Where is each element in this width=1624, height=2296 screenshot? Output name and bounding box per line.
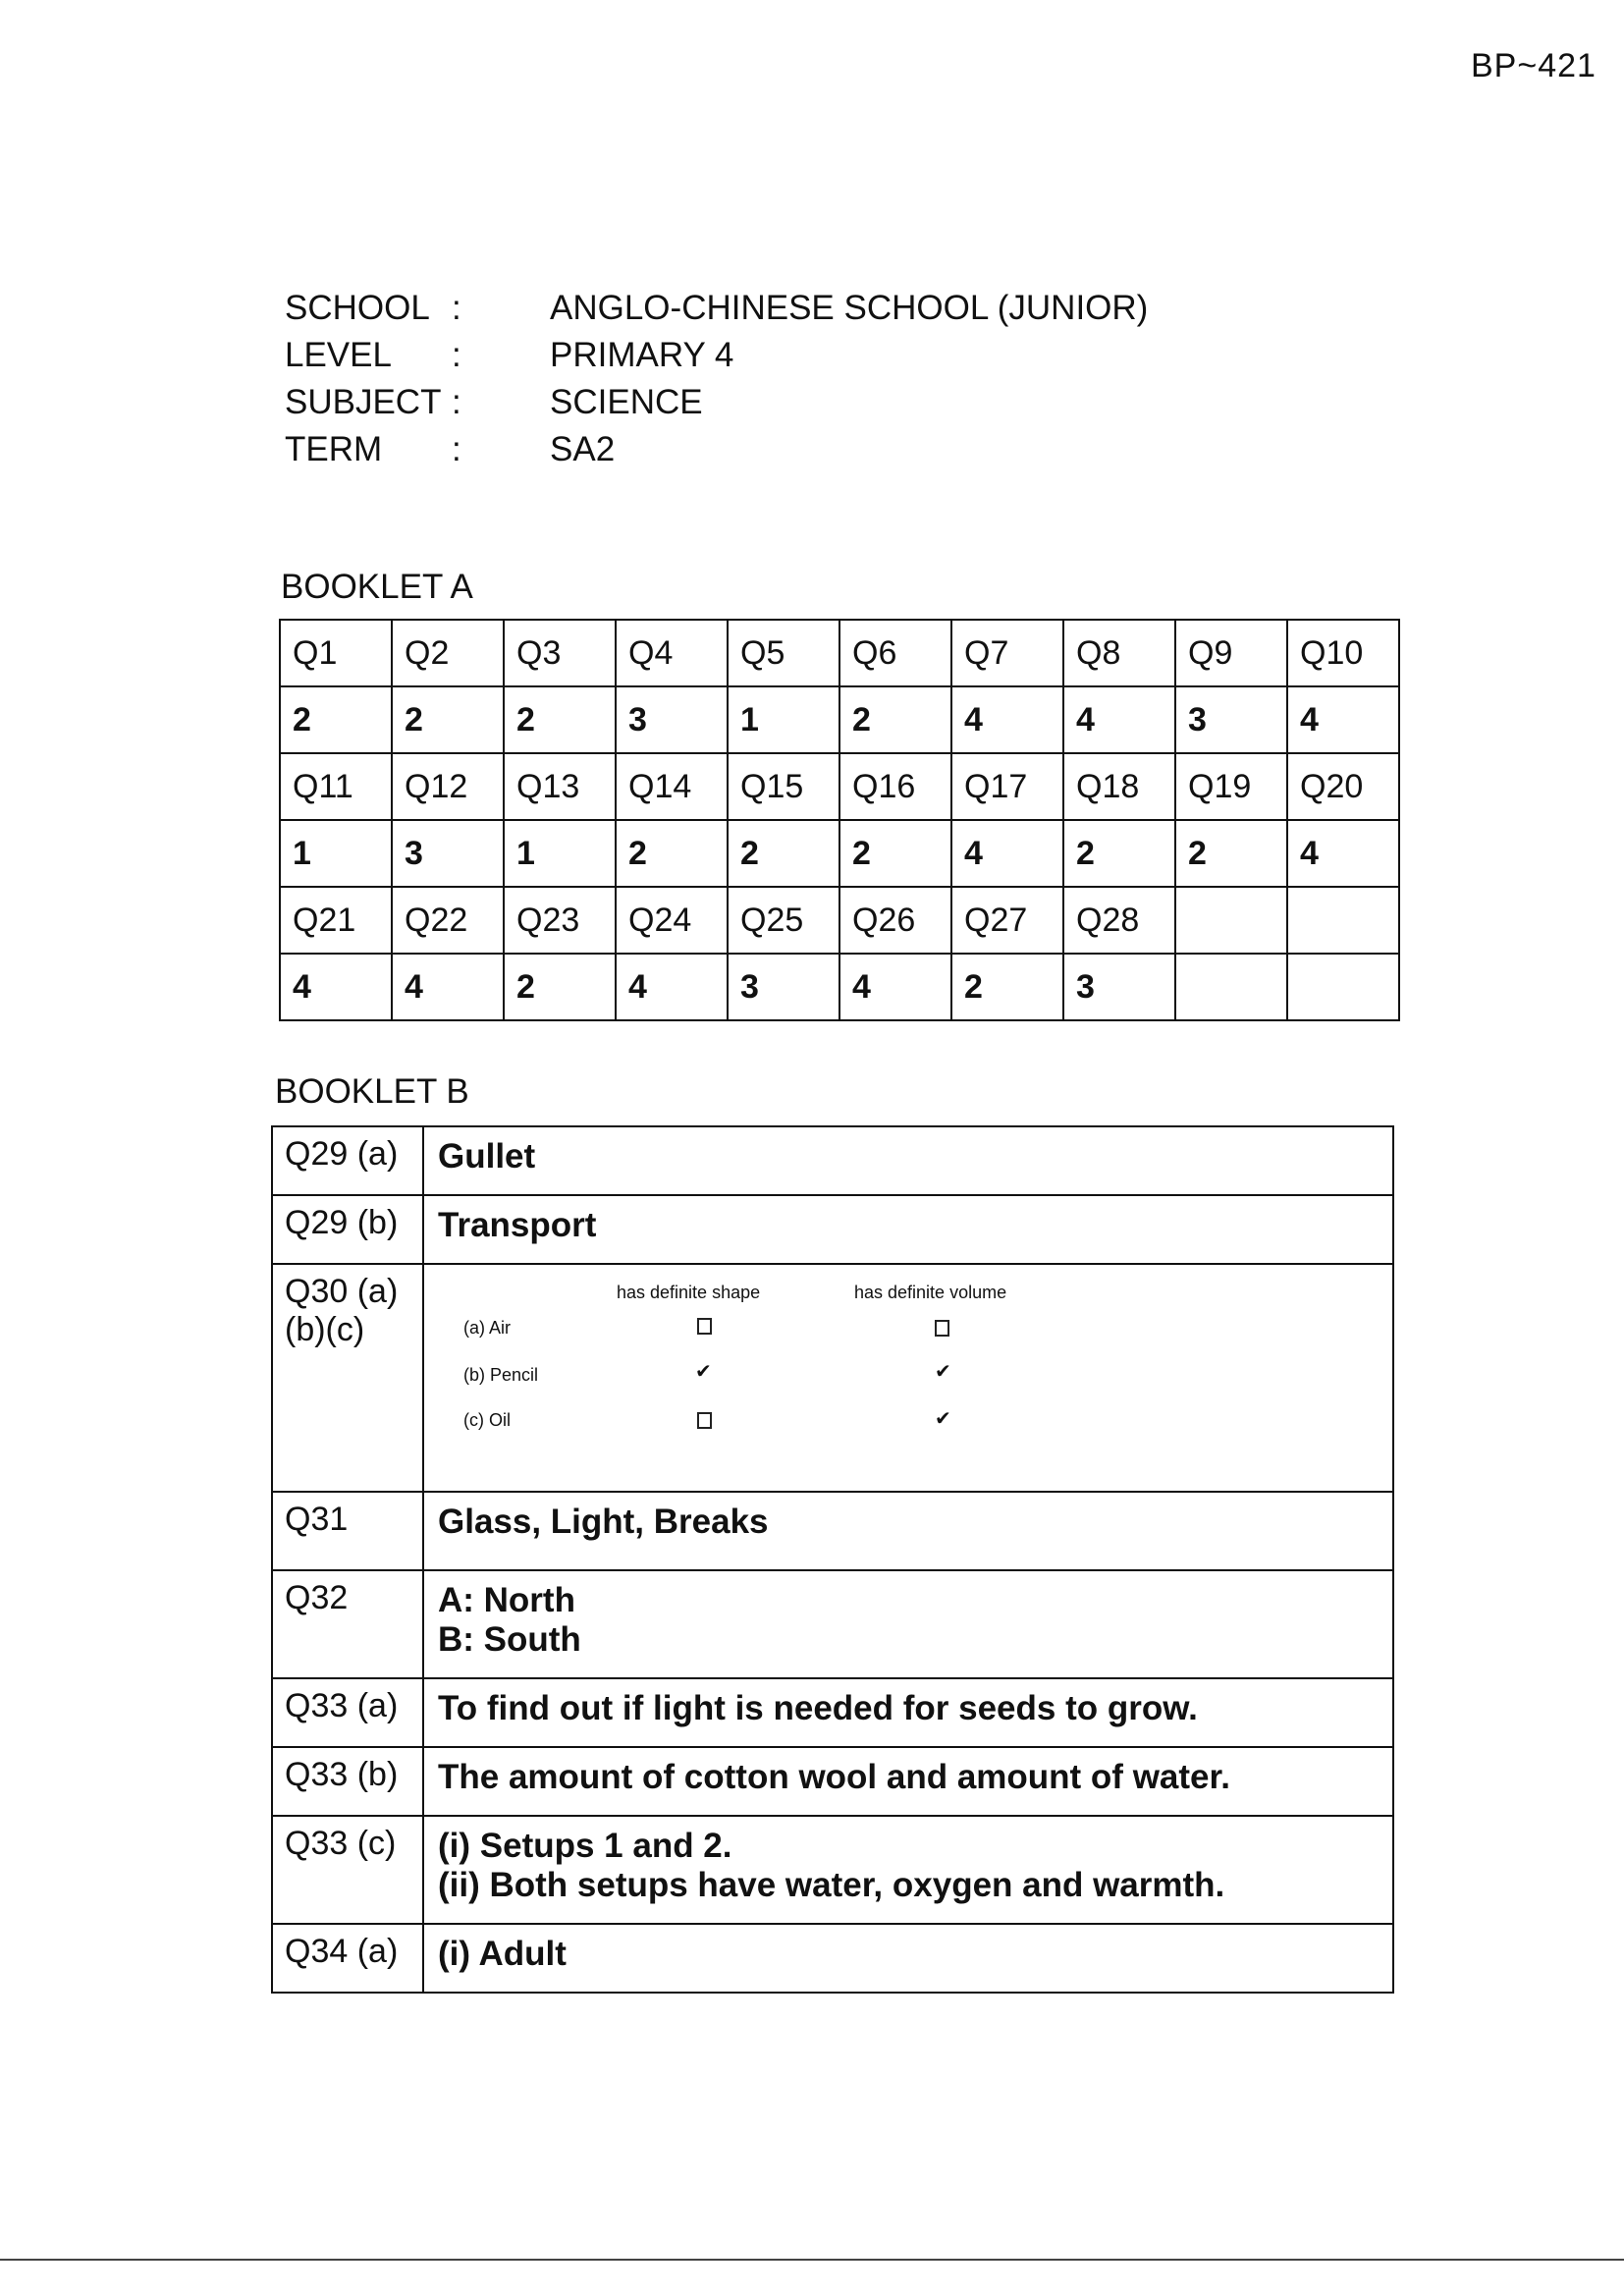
- question-number-cell: Q9: [1175, 620, 1287, 686]
- answer-cell: 4: [951, 686, 1063, 753]
- question-number-cell: Q16: [839, 753, 951, 820]
- question-number-cell: Q4: [616, 620, 728, 686]
- unchecked-box-icon: [697, 1412, 712, 1435]
- meta-colon: :: [452, 289, 461, 327]
- booklet-b-table: [271, 1125, 1394, 1994]
- question-row: [280, 753, 1399, 820]
- states-of-matter-table: [424, 1265, 1392, 1491]
- question-number: Q32: [272, 1570, 423, 1678]
- booklet-a-label: BOOKLET A: [281, 568, 473, 606]
- answer-cell: 4: [616, 954, 728, 1020]
- question-number: Q29 (a): [272, 1126, 423, 1195]
- answer-cell: 1: [280, 820, 392, 887]
- table-row: [272, 1747, 1393, 1816]
- answer-line: (i) Setups 1 and 2.: [438, 1827, 732, 1865]
- question-number-cell: Q20: [1287, 753, 1399, 820]
- answer-line: A: North: [438, 1581, 575, 1619]
- meta-row-school: [285, 285, 1148, 332]
- answer-cell: 2: [839, 820, 951, 887]
- meta-value: SCIENCE: [550, 383, 703, 421]
- question-number-cell: Q5: [728, 620, 839, 686]
- answer-cell: 4: [839, 954, 951, 1020]
- question-number: Q33 (c): [272, 1816, 423, 1924]
- answer: Gullet: [423, 1126, 1393, 1195]
- question-number-cell: Q7: [951, 620, 1063, 686]
- column-header: has definite volume: [854, 1283, 1007, 1302]
- checked-box-icon: ✔: [695, 1361, 712, 1383]
- answer-cell: 4: [1287, 820, 1399, 887]
- table-row: [272, 1924, 1393, 1993]
- answer: To find out if light is needed for seeds to grow.: [423, 1678, 1393, 1747]
- table-row: [272, 1678, 1393, 1747]
- answer-cell: 3: [1063, 954, 1175, 1020]
- question-number-cell: Q18: [1063, 753, 1175, 820]
- unchecked-box-icon: [935, 1320, 949, 1342]
- question-number: [272, 1264, 423, 1492]
- question-number-cell: Q24: [616, 887, 728, 954]
- question-number-cell: Q27: [951, 887, 1063, 954]
- answer-cell: 2: [728, 820, 839, 887]
- question-number-line: (b)(c): [285, 1311, 365, 1348]
- question-number-cell: Q23: [504, 887, 616, 954]
- answer-cell: 3: [728, 954, 839, 1020]
- row-label: (c) Oil: [463, 1410, 511, 1430]
- document-header: [285, 285, 1148, 473]
- meta-colon: :: [452, 383, 461, 421]
- answer-cell: 2: [280, 686, 392, 753]
- question-number-cell: Q8: [1063, 620, 1175, 686]
- table-row: [272, 1492, 1393, 1570]
- question-number-cell: Q3: [504, 620, 616, 686]
- answer: Transport: [423, 1195, 1393, 1264]
- answer-cell: 4: [392, 954, 504, 1020]
- question-number: Q33 (a): [272, 1678, 423, 1747]
- answer: [423, 1570, 1393, 1678]
- row-label: (b) Pencil: [463, 1365, 539, 1385]
- table-row: [272, 1126, 1393, 1195]
- meta-row-level: [285, 332, 1148, 379]
- question-number-cell: Q14: [616, 753, 728, 820]
- question-number-cell: Q13: [504, 753, 616, 820]
- answer-cell: 2: [504, 686, 616, 753]
- question-number-cell: Q28: [1063, 887, 1175, 954]
- answer-row: [280, 954, 1399, 1020]
- answer-cell: 3: [1175, 686, 1287, 753]
- table-row: [272, 1816, 1393, 1924]
- meta-key: SCHOOL: [285, 289, 430, 327]
- question-number-cell: Q6: [839, 620, 951, 686]
- question-row: [280, 887, 1399, 954]
- answer-cell: 3: [616, 686, 728, 753]
- question-number-cell: Q22: [392, 887, 504, 954]
- checked-box-icon: ✔: [935, 1408, 951, 1430]
- question-number-cell: Q21: [280, 887, 392, 954]
- table-row: [272, 1570, 1393, 1678]
- meta-key: TERM: [285, 430, 383, 468]
- unchecked-box-icon: [697, 1318, 712, 1340]
- table-row: [272, 1264, 1393, 1492]
- answer-cell: 2: [616, 820, 728, 887]
- answer-cell: [1287, 954, 1399, 1020]
- answer-cell: 2: [392, 686, 504, 753]
- answer-cell: 1: [728, 686, 839, 753]
- question-row: [280, 620, 1399, 686]
- checked-box-icon: ✔: [935, 1361, 951, 1383]
- question-number-cell: Q12: [392, 753, 504, 820]
- booklet-b-label: BOOKLET B: [275, 1072, 469, 1111]
- meta-colon: :: [452, 336, 461, 374]
- answer-cell: [1175, 954, 1287, 1020]
- meta-row-subject: [285, 379, 1148, 426]
- question-number-cell: [1175, 887, 1287, 954]
- question-number: Q29 (b): [272, 1195, 423, 1264]
- question-number-cell: Q10: [1287, 620, 1399, 686]
- meta-colon: :: [452, 430, 461, 468]
- question-number-cell: Q15: [728, 753, 839, 820]
- page-bottom-rule: [0, 2259, 1624, 2261]
- answer-cell: 2: [839, 686, 951, 753]
- question-number-cell: Q11: [280, 753, 392, 820]
- answer-cell: 2: [1175, 820, 1287, 887]
- question-number-cell: [1287, 887, 1399, 954]
- answer-cell: 1: [504, 820, 616, 887]
- question-number-cell: Q25: [728, 887, 839, 954]
- meta-value: PRIMARY 4: [550, 336, 734, 374]
- answer: [423, 1264, 1393, 1492]
- answer-cell: 3: [392, 820, 504, 887]
- answer: The amount of cotton wool and amount of water.: [423, 1747, 1393, 1816]
- row-label: (a) Air: [463, 1318, 512, 1338]
- question-number: Q31: [272, 1492, 423, 1570]
- answer-row: [280, 820, 1399, 887]
- meta-row-term: [285, 426, 1148, 473]
- booklet-a-table: [279, 619, 1400, 1021]
- meta-value: ANGLO-CHINESE SCHOOL (JUNIOR): [550, 289, 1149, 327]
- question-number-cell: Q26: [839, 887, 951, 954]
- question-number-cell: Q1: [280, 620, 392, 686]
- table-row: [272, 1195, 1393, 1264]
- answer-cell: 4: [280, 954, 392, 1020]
- question-number-cell: Q19: [1175, 753, 1287, 820]
- answer-cell: 4: [1063, 686, 1175, 753]
- page-code: BP~421: [1471, 47, 1597, 84]
- answer-line: B: South: [438, 1620, 581, 1659]
- answer-cell: 4: [951, 820, 1063, 887]
- answer-cell: 2: [951, 954, 1063, 1020]
- question-number: Q33 (b): [272, 1747, 423, 1816]
- meta-key: SUBJECT: [285, 383, 442, 421]
- question-number-line: Q30 (a): [285, 1273, 399, 1310]
- answer-cell: 4: [1287, 686, 1399, 753]
- meta-value: SA2: [550, 430, 616, 468]
- question-number: Q34 (a): [272, 1924, 423, 1993]
- answer-cell: 2: [504, 954, 616, 1020]
- answer: [423, 1816, 1393, 1924]
- answer: Glass, Light, Breaks: [423, 1492, 1393, 1570]
- answer: (i) Adult: [423, 1924, 1393, 1993]
- question-number-cell: Q17: [951, 753, 1063, 820]
- meta-key: LEVEL: [285, 336, 392, 374]
- question-number-cell: Q2: [392, 620, 504, 686]
- answer-cell: 2: [1063, 820, 1175, 887]
- column-header: has definite shape: [617, 1283, 761, 1302]
- answer-line: (ii) Both setups have water, oxygen and warmth.: [438, 1866, 1225, 1904]
- answer-row: [280, 686, 1399, 753]
